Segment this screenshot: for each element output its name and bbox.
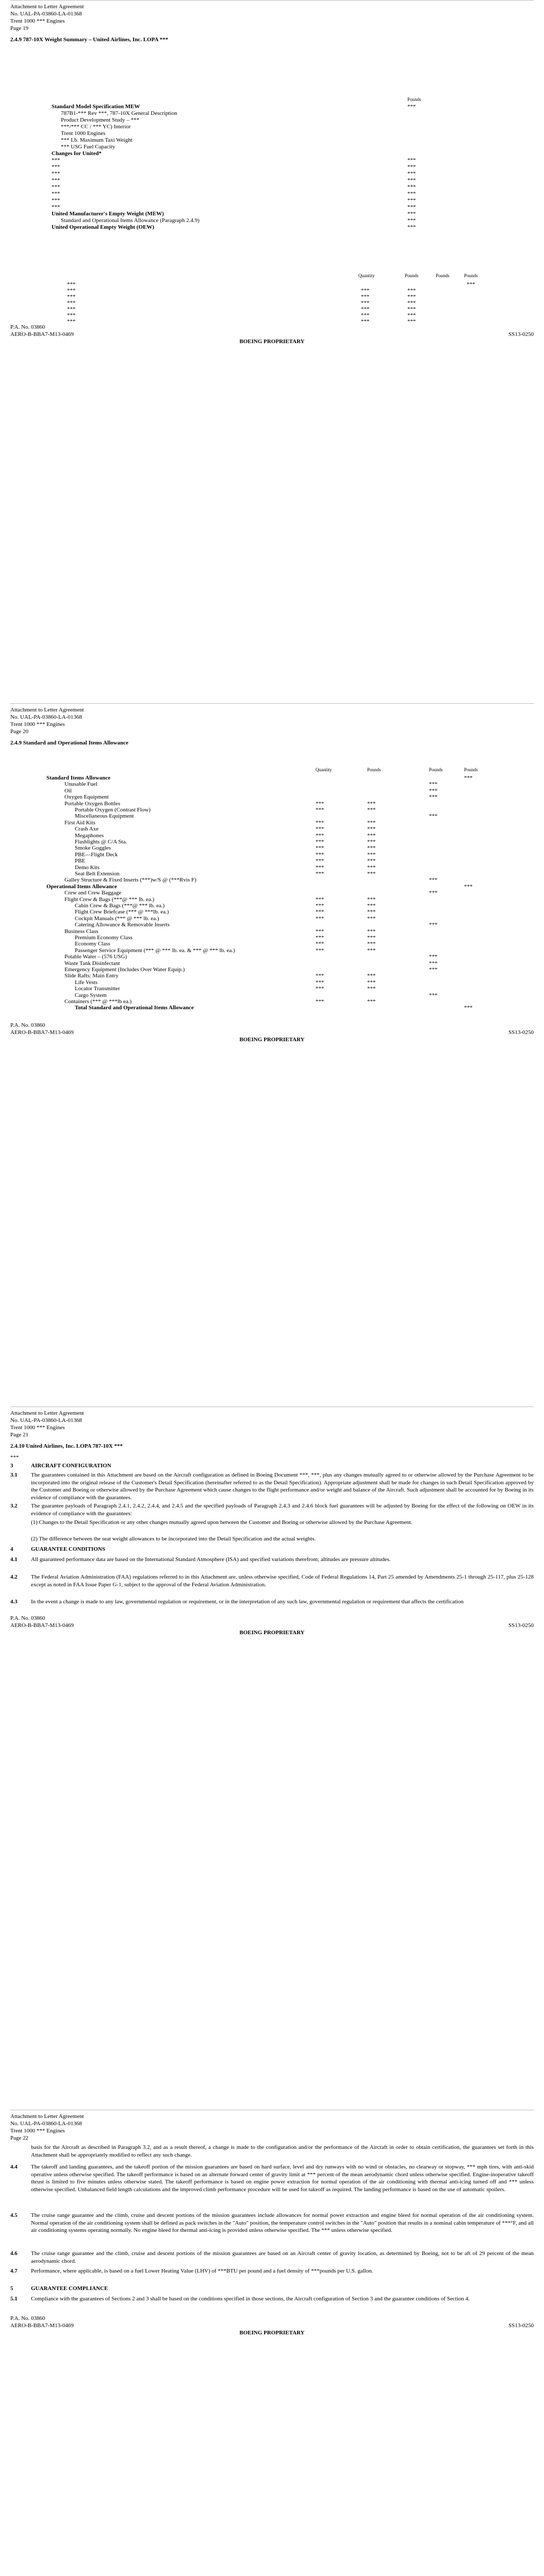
column-header: Pounds [436, 273, 450, 278]
allowance-item-value: *** [429, 877, 438, 884]
allowance-item-label: Seat Belt Extension [75, 871, 120, 877]
paragraph [10, 2144, 534, 2159]
allowance-item-value: *** [316, 979, 324, 986]
table-cell: *** [361, 312, 370, 318]
allowance-item-value: *** [316, 858, 324, 865]
allowance-item-value: *** [316, 832, 324, 839]
paragraph-text: The takeoff and landing guarantees, and the takeoff portion of the mission guarantees are based on hard surface, level and dry runways with no wind or obstacles, no clearway or stopway, *** mph tires, with anti-skid operative unless otherwise specified. The takeoff performance is based on an alternate forward center of gravity limit at *** percent of the mean aerodynamic chord unless otherwise specified. Engine-inoperative takeoff thrust is limited to five minutes unless otherwise stated. The takeoff performance is based on engine power extraction for normal operation of the air conditioning with thermal anti-icing turned off and *** unless otherwise specified. Unbalanced field length calculations and the improved climb performance procedure will be used for takeoff as required. The landing performance is based on the use of automatic spoilers. [31, 2164, 534, 2193]
allowance-item-value: *** [367, 839, 376, 845]
allowance-item-value: *** [367, 941, 376, 947]
column-header: Pounds [429, 767, 443, 772]
summary-line-value: *** [407, 197, 416, 204]
summary-line-label: *** USG Fuel Capacity [61, 144, 116, 150]
proprietary-label: BOEING PROPRIETARY [239, 1630, 305, 1636]
proprietary-label: BOEING PROPRIETARY [239, 338, 305, 345]
allowance-item-value: *** [316, 998, 324, 1005]
allowance-item-label: Business Class [64, 928, 98, 935]
header-line: Trent 1000 *** Engines [10, 18, 65, 24]
allowance-item-value: *** [367, 896, 376, 903]
summary-line-value: *** [407, 191, 416, 197]
document-page [0, 703, 544, 1406]
allowance-item-label: Operational Items Allowance [46, 883, 117, 890]
paragraph-text: The cruise range guarantee and the climb, cruise and descent portions of the mission guarantees are based on an Aircraft center of gravity location, as determined by Boeing, not to be aft of 29 percent of the mean aerodynamic chord. [31, 2250, 534, 2264]
allowance-item-value: *** [367, 807, 376, 813]
page-top-rule [10, 703, 534, 704]
table-cell: *** [361, 294, 370, 300]
summary-line-label: *** [52, 197, 60, 204]
column-header: Pounds [405, 273, 419, 278]
page-number: Page 20 [10, 728, 29, 735]
summary-line-value: *** [407, 217, 416, 224]
paragraph [10, 1535, 534, 1543]
header-line: Attachment to Letter Agreement [10, 4, 84, 10]
allowance-item-value: *** [367, 864, 376, 871]
section-number: 4 [10, 1546, 13, 1552]
section-heading-text: GUARANTEE COMPLIANCE [31, 2285, 108, 2292]
paragraph [10, 2212, 534, 2234]
paragraph-number: 3.1 [10, 1472, 18, 1478]
paragraph [10, 2267, 534, 2275]
allowance-item-label: Smoke Goggles [75, 845, 111, 852]
table-row-label: *** [67, 300, 76, 306]
allowance-item-value: *** [367, 871, 376, 877]
header-line: Trent 1000 *** Engines [10, 721, 65, 727]
table-row-label: *** [67, 287, 76, 294]
section-title: 2.4.10 United Airlines, Inc. LOPA 787-10X *** [10, 1443, 123, 1449]
summary-line-value: *** [407, 211, 416, 217]
allowance-item-value: *** [316, 947, 324, 954]
summary-line-label: *** [52, 157, 60, 163]
header-line: Attachment to Letter Agreement [10, 2113, 84, 2120]
allowance-item-value: *** [367, 832, 376, 839]
allowance-item-value: *** [367, 986, 376, 992]
paragraph [10, 1573, 534, 1588]
allowance-item-label: Life Vests [75, 979, 98, 986]
page-top-rule [10, 0, 534, 1]
allowance-item-value: *** [367, 851, 376, 858]
table-cell: *** [467, 281, 475, 287]
allowance-item-value: *** [367, 800, 376, 807]
redacted-text: *** [10, 1454, 19, 1461]
allowance-item-label: Premium Economy Class [75, 935, 133, 941]
column-header: Quantity [316, 767, 332, 772]
table-row-label: *** [67, 312, 76, 318]
allowance-item-label: Cockpit Manuals (*** @ *** lb. ea.) [75, 915, 159, 922]
footer-ref: AERO-B-BBA7-M13-0469 [10, 2323, 74, 2329]
allowance-item-value: *** [316, 807, 324, 813]
allowance-item-label: PBE—Flight Deck [75, 851, 118, 858]
allowance-item-value: *** [316, 839, 324, 845]
summary-line-label: *** [52, 191, 60, 197]
proprietary-label: BOEING PROPRIETARY [239, 2330, 305, 2336]
allowance-item-label: Crew and Crew Baggage [64, 890, 122, 896]
column-header: Pounds [464, 767, 478, 772]
allowance-item-label: Miscellaneous Equipment [75, 813, 134, 820]
allowance-item-label: Standard Items Allowance [46, 775, 111, 781]
paragraph-number: 3.2 [10, 1503, 18, 1509]
column-header: Quantity [358, 273, 375, 278]
table-cell: *** [407, 318, 416, 325]
summary-line-value: *** [407, 177, 416, 183]
document-page [0, 0, 544, 703]
allowance-item-value: *** [367, 845, 376, 852]
allowance-item-value: *** [464, 1005, 473, 1011]
footer-pa: P.A. No. 03860 [10, 324, 45, 330]
allowance-item-value: *** [367, 973, 376, 979]
allowance-item-label: Megaphones [75, 832, 104, 839]
allowance-item-label: Portable Oxygen (Contrast Flow) [75, 807, 151, 813]
summary-line-label: Trent 1000 Engines [61, 130, 106, 137]
page-number: Page 19 [10, 25, 29, 31]
summary-line-label: United Manufacturer's Empty Weight (MEW) [52, 211, 164, 217]
allowance-item-label: Unusable Fuel [64, 781, 97, 788]
allowance-item-label: Containers (*** @ ***lb ea.) [64, 998, 132, 1005]
footer-pa: P.A. No. 03860 [10, 2315, 45, 2321]
page-header [10, 3, 84, 32]
paragraph [10, 2163, 534, 2193]
paragraph-number: 4.3 [10, 1599, 18, 1605]
header-line: Attachment to Letter Agreement [10, 1410, 84, 1416]
allowance-item-value: *** [316, 986, 324, 992]
paragraph-text: All guaranteed performance data are based on the International Standard Atmosphere (ISA) and specified variations therefrom; altitudes are pressure altitudes. [31, 1556, 391, 1563]
header-line: No. UAL-PA-03860-LA-01368 [10, 11, 82, 17]
allowance-item-value: *** [429, 960, 438, 967]
allowance-item-label: Locator Transmitter [75, 986, 120, 992]
allowance-item-label: Catering Allowance & Removable Inserts [75, 922, 170, 928]
footer-code: SS13-0250 [508, 1029, 534, 1036]
allowance-item-value: *** [316, 928, 324, 935]
table-row-label: *** [67, 281, 76, 287]
footer-ref: AERO-B-BBA7-M13-0469 [10, 1029, 74, 1036]
paragraph-text: The Federal Aviation Administration (FAA) regulations referred to in this Attachment are, unless otherwise specified, Code of Federal Regulations 14, Part 25 amended by Amendments 25-1 through 25-117, plus 25-128 except as noted in FAA Issue Paper G-1, subject to the approval of the Federal Aviation Administration. [31, 1574, 534, 1588]
section-title: 2.4.9 Standard and Operational Items Allowance [10, 740, 128, 746]
table-row-label: *** [67, 294, 76, 300]
table-cell: *** [361, 287, 370, 294]
table-cell: *** [407, 294, 416, 300]
allowance-item-value: *** [316, 973, 324, 979]
allowance-item-label: Oil [64, 787, 72, 794]
paragraph-text: The cruise range guarantee and the climb, cruise and descent portions of the mission guarantees include allowances for normal power extraction and engine bleed for normal operation of the air conditioning system. Normal operation of the air conditioning system shall be defined as pack switches in the "Auto" position, the temperature control switches in the "Auto" position that results in a nominal cabin temperature of ***°F, and all air conditioning systems operating normally. No engine bleed for thermal anti-icing is provided unless otherwise specified. The *** unless otherwise specified. [31, 2212, 534, 2234]
paragraph-text: basis for the Aircraft as described in Paragraph 3.2, and as a result thereof, a change is made to the configuration and/or the performance of the Aircraft in order to obtain certification, the guarantees set forth in this Attachment shall be appropriately modified to reflect any such change. [31, 2144, 534, 2158]
document-page [0, 2110, 544, 2576]
allowance-item-value: *** [316, 871, 324, 877]
allowance-item-value: *** [429, 813, 438, 820]
paragraph-number: 4.4 [10, 2164, 18, 2170]
summary-line-label: United Operational Empty Weight (OEW) [52, 224, 155, 230]
summary-line-value: *** [407, 104, 416, 110]
allowance-item-value: *** [367, 826, 376, 833]
allowance-item-value: *** [316, 909, 324, 916]
header-line: No. UAL-PA-03860-LA-01368 [10, 1417, 82, 1423]
section-number: 5 [10, 2285, 13, 2292]
section-number: 3 [10, 1463, 13, 1469]
summary-line-label: *** [52, 204, 60, 210]
allowance-item-value: *** [367, 998, 376, 1005]
header-line: Attachment to Letter Agreement [10, 707, 84, 713]
column-header: Pounds [367, 767, 381, 772]
section-heading [10, 2285, 108, 2293]
table-row-label: *** [67, 306, 76, 312]
allowance-item-value: *** [316, 903, 324, 909]
paragraph-number: 4.2 [10, 1574, 18, 1580]
summary-line-label: *** Lb. Maximum Taxi Weight [61, 137, 133, 143]
proprietary-label: BOEING PROPRIETARY [239, 1037, 305, 1043]
allowance-item-value: *** [316, 819, 324, 826]
allowance-item-value: *** [367, 909, 376, 916]
allowance-item-value: *** [429, 954, 438, 960]
allowance-item-label: Total Standard and Operational Items Allowance [75, 1005, 194, 1011]
page-number: Page 22 [10, 2135, 29, 2141]
allowance-item-label: First Aid Kits [64, 819, 95, 826]
paragraph-number: 4.7 [10, 2268, 18, 2274]
table-cell: *** [407, 287, 416, 294]
summary-line-label: Standard Model Specification MEW [52, 104, 140, 110]
summary-line-value: *** [407, 184, 416, 190]
paragraph [10, 1598, 534, 1606]
summary-line-label: *** [52, 177, 60, 183]
allowance-item-label: Demo Kits [75, 864, 100, 871]
page-header [10, 1410, 84, 1438]
paragraph-text: (1) Changes to the Detail Specification or any other changes mutually agreed upon between the Customer and Boeing or otherwise allowed by the Purchase Agreement. [31, 1519, 413, 1526]
allowance-item-value: *** [429, 781, 438, 788]
allowance-item-value: *** [464, 883, 473, 890]
paragraph [10, 1556, 534, 1564]
section-heading [10, 1546, 105, 1553]
table-cell: *** [407, 312, 416, 318]
paragraph-number: 4.1 [10, 1556, 18, 1563]
allowance-item-label: Oxygen Equipment [64, 794, 109, 801]
paragraph-text: The guarantee payloads of Paragraph 2.4.1, 2.4.2, 2.4.4, and 2.4.5 and the specified payloads of Paragraph 2.4.3 and 2.4.6 block fuel guarantees will be adjusted by Boeing for the effect of the following on OEW in its evidence of compliance with the guarantees: [31, 1503, 534, 1517]
allowance-item-value: *** [464, 775, 473, 781]
summary-line-label: Changes for United* [52, 150, 102, 157]
section-heading-text: GUARANTEE CONDITIONS [31, 1546, 105, 1552]
footer-pa: P.A. No. 03860 [10, 1022, 45, 1028]
footer-code: SS13-0250 [508, 1622, 534, 1629]
summary-line-label: Standard and Operational Items Allowance (Paragraph 2.4.9) [61, 217, 200, 224]
allowance-item-label: Cargo System [75, 992, 107, 998]
paragraph [10, 1502, 534, 1517]
footer-code: SS13-0250 [508, 2323, 534, 2329]
header-line: No. UAL-PA-03860-LA-01368 [10, 714, 82, 720]
paragraph [10, 1471, 534, 1501]
allowance-item-value: *** [429, 787, 438, 794]
allowance-item-label: Flight Crew Briefcase (*** @ ***lb. ea.) [75, 909, 169, 916]
summary-line-label: ***/*** CC / *** YC) Interior [61, 124, 131, 130]
allowance-item-value: *** [316, 826, 324, 833]
allowance-item-label: Cabin Crew & Bags (***@ *** lb. ea.) [75, 903, 165, 909]
summary-line-label: *** [52, 164, 60, 170]
summary-line-value: *** [407, 171, 416, 177]
footer-code: SS13-0250 [508, 331, 534, 337]
header-line: Trent 1000 *** Engines [10, 1425, 65, 1431]
paragraph-text: In the event a change is made to any law, governmental regulation or requirement, or in the interpretation of any such law, governmental regulation or requirement that affects the certification [31, 1599, 464, 1605]
allowance-item-value: *** [367, 947, 376, 954]
footer-ref: AERO-B-BBA7-M13-0469 [10, 331, 74, 337]
allowance-item-value: *** [316, 864, 324, 871]
summary-line-label: *** [52, 171, 60, 177]
allowance-item-label: Crash Axe [75, 826, 99, 833]
allowance-item-value: *** [367, 858, 376, 865]
paragraph-number: 4.6 [10, 2250, 18, 2257]
paragraph [10, 2295, 534, 2303]
allowance-item-label: Galley Structure & Fixed Inserts (***)w/S @ (***Rvis F) [64, 877, 196, 884]
allowance-item-value: *** [429, 794, 438, 801]
paragraph-text: The guarantees contained in this Attachment are based on the Aircraft configuration as defined in Boeing Document ***, ***, plus any changes mutually agreed to or otherwise allowed by the Purchase Agreement to be incorporated into the original release of the Customer's Detail Specification (hereinafter referred to as the Detail Specification). Appropriate adjustment shall be made for changes in such Detail Specification approved by the Customer and Boeing or otherwise allowed by the Purchase Agreement which cause changes to the flight performance and/or weight and balance of the Aircraft. Such adjustment shall be accounted for by Boeing in its evidence of compliance with the guarantees. [31, 1472, 534, 1501]
allowance-item-value: *** [367, 935, 376, 941]
table-cell: *** [361, 300, 370, 306]
allowance-item-value: *** [367, 819, 376, 826]
allowance-item-value: *** [429, 922, 438, 928]
allowance-item-value: *** [367, 903, 376, 909]
page-header [10, 706, 84, 735]
allowance-item-label: Portable Oxygen Bottles [64, 800, 121, 807]
summary-line-label: *** [52, 184, 60, 190]
paragraph-number: 4.5 [10, 2212, 18, 2218]
footer-pa: P.A. No. 03860 [10, 1615, 45, 1621]
header-line: No. UAL-PA-03860-LA-01368 [10, 2121, 82, 2127]
summary-line-value: *** [407, 224, 416, 230]
allowance-item-label: Economy Class [75, 941, 110, 947]
table-row-label: *** [67, 318, 76, 325]
page-header [10, 2113, 84, 2142]
allowance-item-label: Waste Tank Disinfectant [64, 960, 120, 967]
section-heading [10, 1462, 111, 1470]
column-header: Pounds [464, 273, 478, 278]
section-heading-text: AIRCRAFT CONFIGURATION [31, 1463, 111, 1469]
paragraph-text: Performance, where applicable, is based on a fuel Lower Heating Value (LHV) of ***BTU per pound and a fuel density of ***pounds per U.S. gallon. [31, 2268, 373, 2274]
footer-ref: AERO-B-BBA7-M13-0469 [10, 1622, 74, 1629]
header-line: Trent 1000 *** Engines [10, 2128, 65, 2134]
allowance-item-value: *** [367, 915, 376, 922]
paragraph-number: 5.1 [10, 2296, 18, 2302]
allowance-item-value: *** [429, 967, 438, 973]
allowance-item-value: *** [316, 845, 324, 852]
page-top-rule [10, 1406, 534, 1407]
table-cell: *** [361, 318, 370, 325]
allowance-item-value: *** [429, 992, 438, 998]
allowance-item-value: *** [316, 915, 324, 922]
summary-line-value: *** [407, 157, 416, 163]
allowance-item-value: *** [316, 896, 324, 903]
table-cell: *** [361, 306, 370, 312]
allowance-item-value: *** [367, 928, 376, 935]
column-header: Pounds [407, 97, 421, 102]
paragraph-text: (2) The difference between the seat weight allowances to be incorporated into the Detail Specification and the actual weights. [31, 1536, 316, 1542]
allowance-item-label: Passenger Service Equipment (*** @ *** lb. ea. & *** @ *** lb. ea.) [75, 947, 235, 954]
allowance-item-value: *** [367, 979, 376, 986]
allowance-item-value: *** [316, 851, 324, 858]
paragraph [10, 1519, 534, 1527]
allowance-item-label: Emergency Equipment (Includes Over Water Equip.) [64, 967, 185, 973]
table-cell: *** [407, 300, 416, 306]
paragraph-text: Compliance with the guarantees of Sections 2 and 3 shall be based on the conditions specified in those sections, the Aircraft configuration of Section 3 and the guarantee conditions of Section 4. [31, 2296, 470, 2302]
summary-line-value: *** [407, 164, 416, 170]
allowance-item-value: *** [316, 800, 324, 807]
allowance-item-value: *** [316, 941, 324, 947]
summary-line-label: 787B1-*** Rev ***, 787-10X General Description [61, 110, 177, 116]
table-cell: *** [407, 306, 416, 312]
summary-line-label: Product Development Study – *** [61, 117, 140, 123]
allowance-item-label: Slide Rafts: Main Entry [64, 973, 119, 979]
allowance-item-label: PBE [75, 858, 86, 865]
summary-line-value: *** [407, 204, 416, 210]
page-number: Page 21 [10, 1432, 29, 1438]
allowance-item-value: *** [429, 890, 438, 896]
allowance-item-label: Flashlights @ C/A Sta. [75, 839, 127, 845]
allowance-item-label: Flight Crew & Bags (***@ *** lb. ea.) [64, 896, 155, 903]
document-page [0, 1406, 544, 2110]
paragraph [10, 2250, 534, 2265]
section-title: 2.4.9 787-10X Weight Summary – United Airlines, Inc. LOPA *** [10, 37, 169, 43]
allowance-item-value: *** [316, 935, 324, 941]
allowance-item-label: Potable Water – (576 USG) [64, 954, 127, 960]
